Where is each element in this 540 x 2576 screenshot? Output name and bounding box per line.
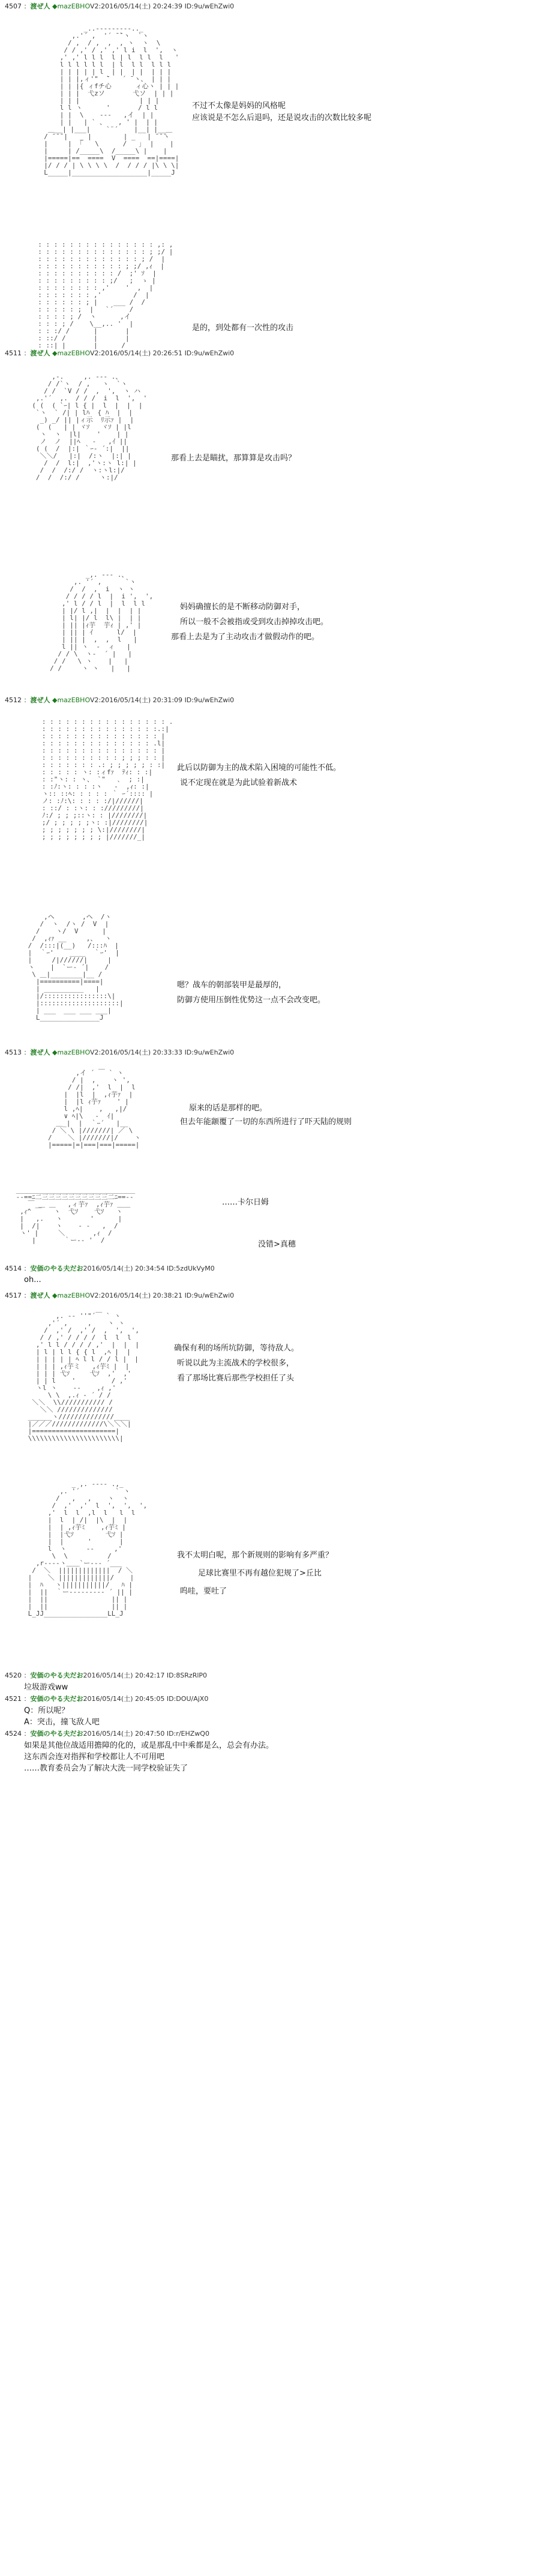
ascii-art-character: _,. -‐‐ .、 ,. '´ , `ヽ / / , i ヽ ヽ / / / / l | i ', ', ,' l / / l | l l l | |/ l ,| | | | | | l| |/ l l\ | | | | || |ｨ芋 芋ｨ | ,' | | || | ｲ l/ | | || | , , l | l || ヽ ‐ ィ | / / \ ヽ‐ ´ | | / / \ ヽ | | / / ヽ ヽ | | bbox=[50, 571, 154, 672]
post-line: 我不太明白呢，那个新规则的影响有多严重？ bbox=[177, 1551, 334, 1560]
ascii-art-character: _..--‐‐‐‐‐--.._ ,.'´ , '´ ̄ ̄`ヽ `ヽ / , / , , , ヽ ヽ \ / / ,' / ,' ,' l i l ', ヽ ,' ,' l l l l | l l l l ' l l l l l l | l l l l l l | | | | | l | | | | | | | | | |,ィ'" ̄` ´ ̄ ヽ、 | | | | | |{ ィfチ心 ィ心ヽ | | | | | | 弋zソ 弋ソ | | | | | | | | | l l ヽ ' / l l | | \ ‐‐‐ ,イ | | | | | ` 、 , ' | | | ＿__| |___| `¨´ |__| |__＿ / ̄ ̄ ̄ | _ | | _ | ̄ ̄ ̄ヽ | | ｢ \ / ｣ | | | | /_____\ /_____\ | | |=====|== ==== V ==== ==|====| |/ / / | \ \ \ \ / / / / |\ \ \| L_____|___________________|_____J bbox=[44, 25, 179, 176]
post-line: 嗯？战车的朝部装甲是最厚的， bbox=[177, 981, 287, 990]
post-body: ……教育委员会为了解决大洗一同学校验证失了 bbox=[24, 1764, 188, 1773]
post-line: 不过不太像是妈妈的风格呢 bbox=[192, 101, 286, 110]
post-line: 足球比赛里不再有越位犯规了>丘比 bbox=[198, 1569, 322, 1578]
poster-trip: ◆mazEBHO bbox=[52, 1049, 90, 1056]
post-number[interactable]: 4512 bbox=[5, 696, 22, 704]
post-number[interactable]: 4517 bbox=[5, 1292, 22, 1299]
poster-name: 渡ぜ人 bbox=[30, 1292, 50, 1299]
post-line: 呜哇，要吐了 bbox=[180, 1587, 227, 1596]
post-line: 说不定现在就是为此试验着新战术 bbox=[180, 778, 298, 787]
post-line: 那看上去是为了主动攻击才做假动作的吧。 bbox=[171, 633, 320, 642]
post-line: 没错>真穗 bbox=[258, 1240, 296, 1249]
post-date: 2016/05/14(土) 20:45:05 bbox=[83, 1695, 165, 1703]
post-date: V2:2016/05/14(土) 20:26:51 bbox=[89, 349, 183, 357]
post-line: 防御方使用压倒性优势这一点不会改变吧。 bbox=[177, 996, 326, 1005]
post-number[interactable]: 4520 bbox=[5, 1672, 22, 1679]
ascii-art-character: : : : : : : : : : : : : : : : : . : : : : : : : : : : : : : : :.:| : : : : : : : : : : : : : : : | : : : : : : : : : : : : : : .l| : : : : : : : : : : : : : : : | : : : : : : : : : : ; ; ; : : | : : : : : : : .: ; ; ; ; ; : :| : : : : : ヽ: :ィfｧ ﾃｨ: : :| : :"ヽ: : ヽ、 `" ､ ; :| : :ﾉ:ヽ: : : :ヽ - ,ｨ: :| ヽ:: ::ﾍ: : : : : ｀ ｰ´:::: | ノ: :ﾉ:\: : : : :/|//////| : ::/ : :ヽ: : ://///////| ﾉ:/ ; ; ;::ヽ: : |////////| ;/ ; ; ; ; ;ヽ: :|////////| ; ; ; ; ; ; ; \:|////////| ; ; ; ; ; ; ; ; |///////_| bbox=[41, 718, 173, 841]
post-number[interactable]: 4514 bbox=[5, 1265, 22, 1272]
post-header: 4511 ：渡ぜ人 ◆mazEBHOV2:2016/05/14(土) 20:26:51 ID:9u/wEhZwi0 bbox=[5, 349, 235, 357]
post-number[interactable]: 4524 bbox=[5, 1730, 22, 1738]
post-line: 确保有利的场所坑防御，等待敌人。 bbox=[174, 1344, 299, 1353]
post-header: 4513 ：渡ぜ人 ◆mazEBHOV2:2016/05/14(土) 20:33:33 ID:9u/wEhZwi0 bbox=[5, 1049, 235, 1056]
post-body: oh... bbox=[24, 1275, 41, 1284]
post-body: 垃圾游戏ww bbox=[24, 1683, 68, 1692]
poster-name: 安価のやる夫だお bbox=[30, 1265, 83, 1272]
post-date: 2016/05/14(土) 20:42:17 bbox=[83, 1672, 165, 1679]
post-line: 那看上去是瞄扰，那算算是攻击吗？ bbox=[171, 454, 296, 463]
post-line: 妈妈确擅长的是不断移动防御对手， bbox=[180, 603, 305, 612]
post-header: 4524 ：安価のやる夫だお2016/05/14(土) 20:47:50 ID:r/EHZwQ0 bbox=[5, 1730, 209, 1738]
ascii-art-character: ,. -‐ ''"´￣ ` ヽ ,'´ , , ヽ ヽ / ,' / ,' / , ', ', / / ,' / / / / l l l ,' l l / / / / ,' | | | | l | l l { { l ,ﾍ | | | | | | | ﾍ l l / / l | | | | | ,ｨ芋ミ ,ｨ芋ﾐ | | | | | 弋ｿ 弋ｿ ,' ,' | | l ' / ,' ヽl ヽ ‐‐ ,ｨ ,' \ \ ,.ｨ ‐ ´ / / ＼＼ \\/////////// / ＼＼ ////////////// ______ヽ//////////////____ |／／／/////////////\＼＼＼| |=====================| \\\\\\\\\\\\\\\\\\\\\\\| bbox=[28, 1312, 140, 1442]
post-id: ID:8SRzRlP0 bbox=[166, 1672, 208, 1679]
post-header: 4507 ：渡ぜ人 ◆mazEBHOV2:2016/05/14(土) 20:24:39 ID:9u/wEhZwi0 bbox=[5, 2, 235, 10]
post-header: 4512 ：渡ぜ人 ◆mazEBHOV2:2016/05/14(土) 20:31:09 ID:9u/wEhZwi0 bbox=[5, 696, 235, 704]
post-id: ID:r/EHZwQ0 bbox=[166, 1730, 209, 1738]
post-id: ID:DOU/AjX0 bbox=[166, 1695, 209, 1703]
post-line: ……卡尔日姆 bbox=[222, 1198, 269, 1207]
post-line: 听说以此为主流战术的学校很多， bbox=[177, 1359, 295, 1368]
post-line: 应该说是不怎么后退吗，还是说攻击的次数比较多呢 bbox=[192, 113, 372, 122]
ascii-art-character: ,-. ,. -‐- .、 / /`ヽ / , ヽ `ヽ / / `V / / , ', ヽ ハ ,.'´ ,. / / / i l ', ' ( ( ( `ｰ| l { | l | | | `ヽ ` /| | lﾊ { ﾊ | | _) _/ || |ィ示 ﾘ示ｧ | | ( ( | | ヾｿ ヾｿ | |l ヽ ヽ |l| ' | | ノ ノ ||ﾍ ‐ ,ｲ || ( ( / |:| ｀ｰ‐ ´:| || ＼＼/ |:| /:ヽ |:| | / / l:| ,'ヽ:ヽ l:| | / / /:/ / ヽ:ヽl:|/ / / /:/ / ヽ:|/ bbox=[32, 373, 148, 481]
post-date: V2:2016/05/14(土) 20:33:33 bbox=[89, 1049, 183, 1056]
post-body: A：突击，撞飞敌人吧 bbox=[24, 1718, 100, 1727]
poster-trip: ◆mazEBHO bbox=[52, 1292, 90, 1299]
post-id: ID:9u/wEhZwi0 bbox=[184, 349, 235, 357]
ascii-art-character: ,イ ´ ￣ ` ヽ / | , ヽ ', / /| ,' l | l | |l | ,ｨ芋ｧ | | |l ｨ芋ｧ ' | l ,ﾍ| , ,|/ ∨ ﾍ|\ ‐ ｲ| ＿_| | ｀ｰ´ |__ / ＼ \ |///////| ／ \ / ＼ |///////|/ ヽ |=====|=|===|===|=====| bbox=[48, 1069, 141, 1149]
post-date: V2:2016/05/14(土) 20:24:39 bbox=[89, 2, 183, 10]
post-line: 是的，到处都有一次性的攻击 bbox=[192, 324, 294, 333]
post-id: ID:9u/wEhZwi0 bbox=[184, 696, 235, 704]
post-header: 4521 ：安価のやる夫だお2016/05/14(土) 20:45:05 ID:DOU/AjX0 bbox=[5, 1695, 209, 1703]
post-body: 这东西会连对指挥和学校都让人不可用吧 bbox=[24, 1753, 165, 1762]
ascii-art-character: ,ヘ ,ヘ /ヽ / ヽ /ヽ / V | / ヽ/ V | / ,ｨｧ __ ,、 ヽ / /:::|(__) /:::ﾊ | | ｀ｰ' ____ ｀ｰ' | | /|//////| | ヽ | `ー‐ ´| / \ ＿|________|__ / |==========|====| | __________ | |/::::::::::::::::\| |::::::::::::::::::::| | ___ ___ ___ ___| L_______________J bbox=[28, 913, 124, 1022]
poster-name: 安価のやる夫だお bbox=[30, 1695, 83, 1703]
post-header: 4520 ：安価のやる夫だお2016/05/14(土) 20:42:17 ID:8SRzRlP0 bbox=[5, 1672, 208, 1679]
post-number[interactable]: 4513 bbox=[5, 1049, 22, 1056]
post-id: ID:9u/wEhZwi0 bbox=[184, 1292, 235, 1299]
post-number[interactable]: 4507 bbox=[5, 2, 22, 10]
ascii-art-character: ______________________________ ‐‐==ﾆ二三三三三三三三三三三二ﾆ==‐‐ ￣ ＿ ＿ ,ィ芋ｧ ,ｨ芋ｧ ＿＿ ,ｨ^ ￣ ヽ 弋ｿ 弋ｿ ヽ | ,. ヽ ' | | /| ヽ ‐ ‐ , / ヽ' | ＼ ,ｨ / | ｀ー‐‐ ' / bbox=[16, 1186, 136, 1244]
post-line: 所以一般不会被指或受到攻击掉掉攻击吧。 bbox=[180, 618, 329, 627]
post-line: 此后以防御为主的战术陷入困境的可能性不低。 bbox=[177, 763, 341, 772]
ascii-art-character: : : : : : : : : : : : : : : : ,: , : : : : : : : : : : : : : : ; ;/ | : : : : : : : : : : : : : ; / | : : : : : : : : : : : ; ;/ ,ｨ | : : : : : : : : : : / ;' ｿ | : : : : : : : : : ;/ ; ゝ | : : : : : : : : ,' ' , | : : : : : : : ,' / | : : : : : : ; | ___ / / : : : : : ; | `´ / : : : : ; / ヽ ,イ : : : ; / \__,.. ' | : : :/ / | | : ::/ / | | : ::| | | / bbox=[38, 241, 173, 349]
post-date: V2:2016/05/14(土) 20:38:21 bbox=[89, 1292, 183, 1299]
post-number[interactable]: 4521 bbox=[5, 1695, 22, 1703]
post-id: ID:9u/wEhZwi0 bbox=[184, 1049, 235, 1056]
post-line: 原来的话是那样的吧。 bbox=[189, 1104, 268, 1113]
post-body: Q：所以呢？ bbox=[24, 1706, 70, 1715]
poster-name: 渡ぜ人 bbox=[30, 349, 50, 357]
poster-name: 渡ぜ人 bbox=[30, 1049, 50, 1056]
post-date: V2:2016/05/14(土) 20:31:09 bbox=[89, 696, 183, 704]
post-header: 4517 ：渡ぜ人 ◆mazEBHOV2:2016/05/14(土) 20:38:21 ID:9u/wEhZwi0 bbox=[5, 1292, 235, 1299]
post-id: ID:9u/wEhZwi0 bbox=[184, 2, 235, 10]
post-date: 2016/05/14(土) 20:34:54 bbox=[83, 1265, 165, 1272]
post-line: 看了那场比赛后那些学校担任了头 bbox=[177, 1374, 295, 1383]
poster-name: 安価のやる夫だお bbox=[30, 1672, 83, 1679]
poster-name: 渡ぜ人 bbox=[30, 2, 50, 10]
poster-name: 安価のやる夫だお bbox=[30, 1730, 83, 1738]
poster-trip: ◆mazEBHO bbox=[52, 349, 90, 357]
post-date: 2016/05/14(土) 20:47:50 bbox=[83, 1730, 165, 1738]
post-id: ID:5zdUkVyM0 bbox=[166, 1265, 215, 1272]
post-header: 4514 ：安価のやる夫だお2016/05/14(土) 20:34:54 ID:5zdUkVyM0 bbox=[5, 1265, 215, 1272]
post-line: 但去年能颛覆了一切的东西所进行了吓天陆的规则 bbox=[180, 1118, 352, 1127]
post-number[interactable]: 4511 bbox=[5, 349, 22, 357]
poster-name: 渡ぜ人 bbox=[30, 696, 50, 704]
poster-trip: ◆mazEBHO bbox=[52, 696, 90, 704]
poster-trip: ◆mazEBHO bbox=[52, 2, 90, 10]
ascii-art-character: _ ,. -‐‐- .,_ ,. '´ ` ヽ / , , ヽ ヽ / ,' ,' l ', ', ', ,' l l ,l l l l | l | /| |\ | | | | ,ｨ芋ﾐ ,ｨ芋ﾐ | | |弋ｿ 弋ｿ | | | ' | l ヽ ‐‐ ,' \ \ / ,r‐‐--ヽ＿＿`ー--‐ ´___ / ＼ ||||||||||||| / ＼ | ＼ |||||||||||||/ | | ﾊ ヽ|||||||||||/ ﾊ | | || ｀ー--‐‐‐-‐‐‐ ´ || | | || || | | || || | L_JJ________________LL_J bbox=[28, 1480, 148, 1618]
post-body: 如果是其他位战适用擔障的化的，或是那乱中中乘都是么，总会有办法。 bbox=[24, 1741, 274, 1750]
